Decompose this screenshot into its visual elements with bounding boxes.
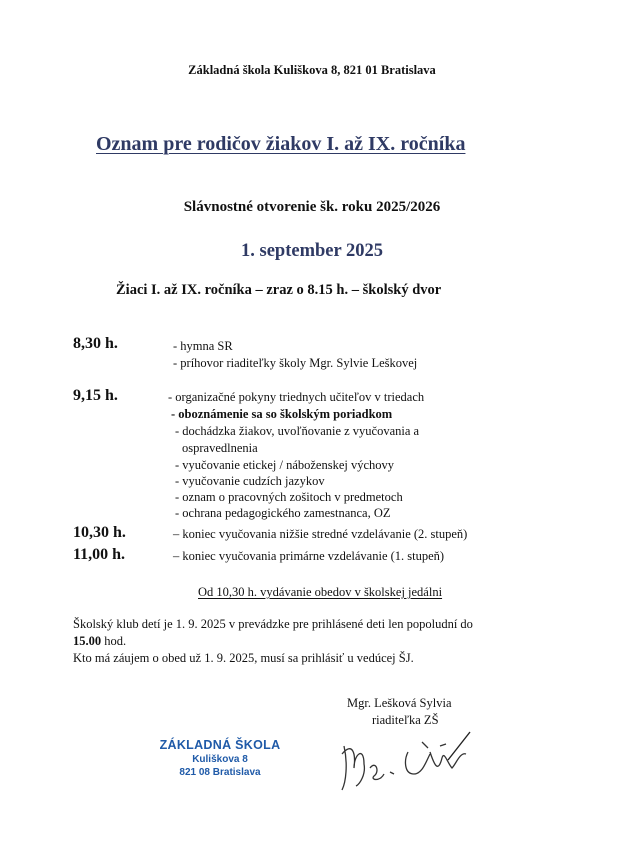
lunch-note: Od 10,30 h. vydávanie obedov v školskej jedálni (198, 585, 443, 599)
handwritten-signature (330, 724, 490, 794)
schedule-time: 8,30 h. (73, 335, 118, 352)
stamp-line-2: Kuliškova 8 (192, 754, 248, 765)
schedule-item: - dochádzka žiakov, uvoľňovanie z vyučovania a (175, 424, 420, 438)
schedule-item: - organizačné pokyny triednych učiteľov v triedach (168, 390, 425, 404)
club-paragraph (73, 616, 553, 650)
school-address: Základná škola Kuliškova 8, 821 01 Bratislava (188, 63, 436, 77)
signatory-role: riaditeľka ZŠ (372, 713, 439, 727)
stamp-line-3: 821 08 Bratislava (179, 767, 261, 778)
gathering-info: Žiaci I. až IX. ročníka – zraz o 8.15 h. – školský dvor (116, 282, 442, 298)
schedule-item: - príhovor riaditeľky školy Mgr. Sylvie Leškovej (173, 356, 418, 370)
schedule-item: ospravedlnenia (182, 441, 258, 455)
schedule-item: - vyučovanie etickej / náboženskej výchovy (175, 458, 395, 472)
schedule-time: 9,15 h. (73, 387, 118, 404)
schedule-item: - oboznámenie sa so školským poriadkom (171, 407, 393, 421)
stamp-line-1: ZÁKLADNÁ ŠKOLA (159, 738, 281, 752)
schedule-item: - ochrana pedagogického zamestnanca, OZ (175, 506, 391, 520)
event-date: 1. september 2025 (241, 241, 383, 261)
schedule-time: 11,00 h. (73, 546, 126, 563)
signatory-name: Mgr. Lešková Sylvia (347, 696, 452, 710)
schedule-item: – koniec vyučovania primárne vzdelávanie (1. stupeň) (173, 549, 445, 563)
event-subtitle: Slávnostné otvorenie šk. roku 2025/2026 (183, 199, 441, 215)
notice-title: Oznam pre rodičov žiakov I. až IX. ročníka (96, 133, 466, 155)
schedule-item: - hymna SR (173, 339, 233, 353)
school-stamp (150, 738, 290, 778)
club-hour: 15.00 (73, 634, 102, 648)
lunch-info: Kto má záujem o obed už 1. 9. 2025, musí sa prihlásiť u vedúcej ŠJ. (73, 651, 414, 665)
schedule-item: - oznam o pracovných zošitoch v predmetoch (175, 490, 403, 504)
schedule-item: - vyučovanie cudzích jazykov (175, 474, 325, 488)
schedule-time: 10,30 h. (73, 524, 126, 541)
club-hour-suffix: hod. (101, 634, 127, 648)
schedule-item: – koniec vyučovania nižšie stredné vzdelávanie (2. stupeň) (173, 527, 468, 541)
club-text: Školský klub detí je 1. 9. 2025 v prevádzke pre prihlásené deti len popoludní do (73, 617, 473, 631)
